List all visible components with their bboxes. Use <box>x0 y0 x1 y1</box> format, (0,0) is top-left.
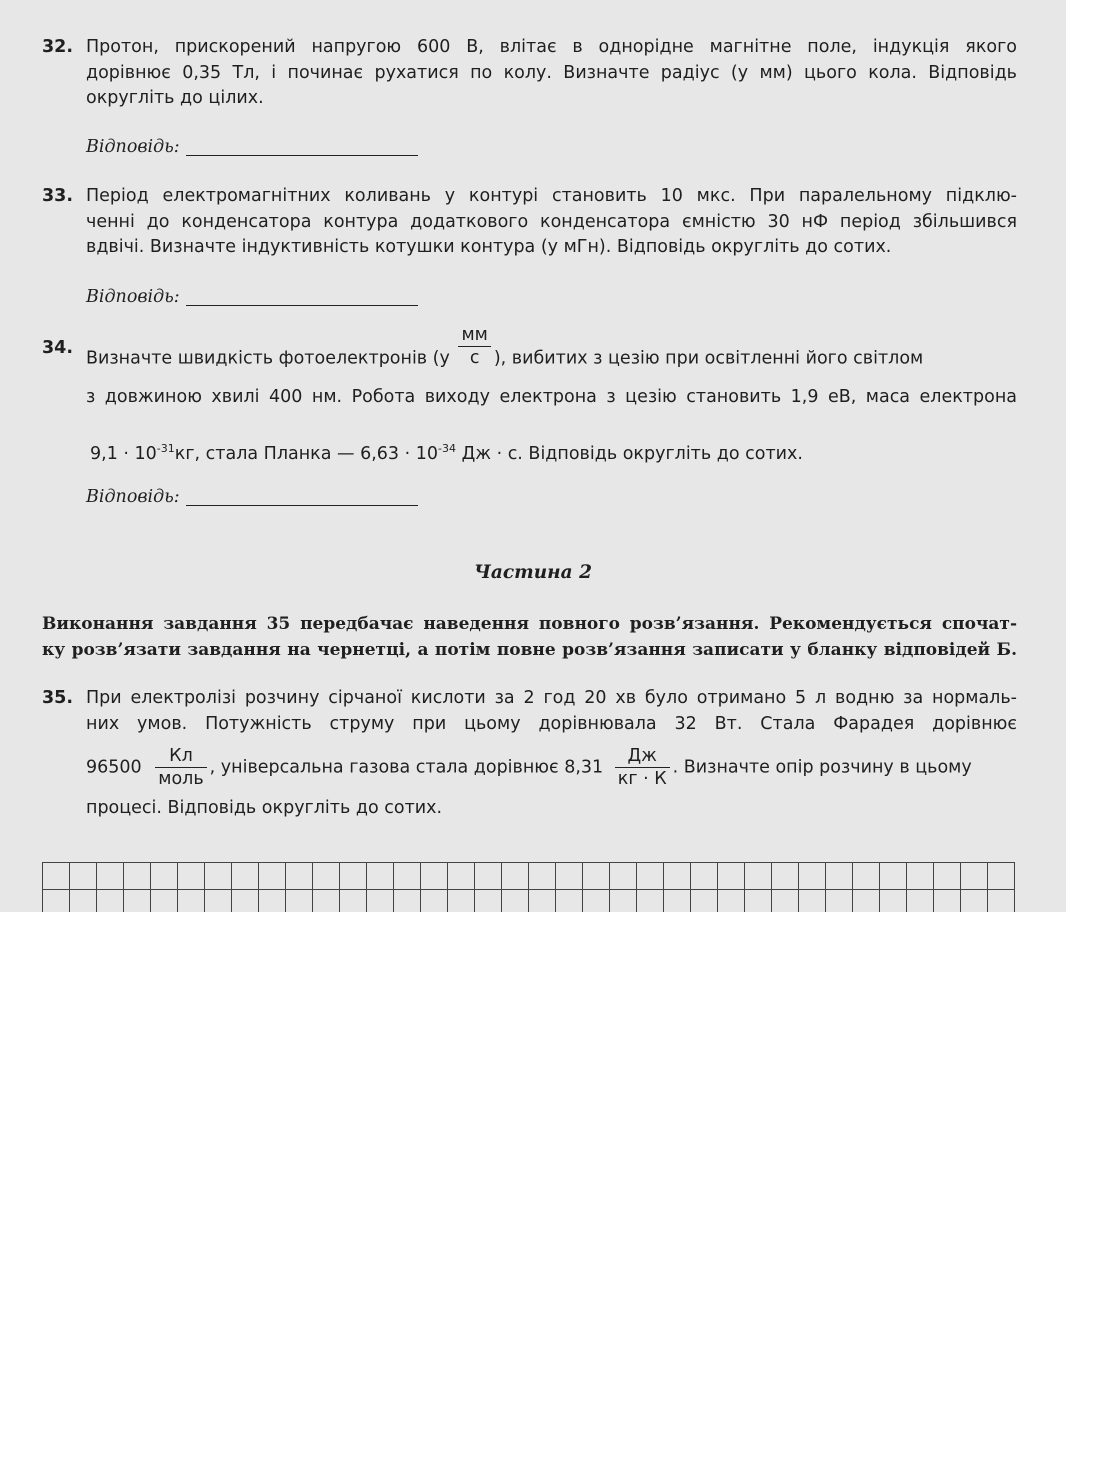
planck-exponent: -34 <box>438 441 456 455</box>
task-line: При електролізі розчину сірчаної кислоти за 2 год 20 хв було отримано 5 л водню за нормаль- <box>86 688 1017 708</box>
answer-field-33[interactable] <box>86 287 418 307</box>
mass-value: 9,1 · 10 <box>90 443 157 464</box>
fraction-denominator: с <box>469 348 480 368</box>
part-instruction <box>42 612 1017 663</box>
task-34 <box>42 325 1017 467</box>
task-text-segment: Визначте швидкість фотоелектронів (у <box>86 348 450 369</box>
task-35 <box>42 686 1017 822</box>
fraction-numerator: мм <box>458 324 490 347</box>
task-number: 32. <box>42 37 74 57</box>
mass-exponent: -31 <box>156 441 175 455</box>
task-number: 33. <box>42 186 74 206</box>
fraction-denominator: кг · К <box>617 769 667 789</box>
task-line <box>90 436 1017 467</box>
task-line: вдвічі. Визначте індуктивність котушки контура (у мГн). Відповідь округліть до сотих. <box>86 237 892 257</box>
task-text-segment: кг, стала Планка — 6,63 · 10 <box>174 443 439 464</box>
answer-line[interactable] <box>186 305 418 306</box>
faraday-unit-fraction <box>155 745 206 790</box>
answer-field-34[interactable] <box>86 487 418 507</box>
task-line: з довжиною хвилі 400 нм. Робота виходу електрона з цезію становить 1,9 еВ, маса електрона <box>86 387 1017 407</box>
task-text-segment: . Визначте опір розчину в цьому <box>672 757 972 778</box>
faraday-value: 96500 <box>86 757 142 778</box>
task-text-segment: ), вибитих з цезію при освітленні його світлом <box>493 348 924 369</box>
task-32 <box>42 35 1017 112</box>
answer-grid[interactable] <box>42 862 1015 912</box>
task-line: дорівнює 0,35 Тл, і починає рухатися по колу. Визначте радіус (у мм) цього кола. Відповідь <box>86 62 1017 83</box>
task-number: 34. <box>42 338 74 358</box>
part-title: Частина 2 <box>474 562 592 583</box>
task-line: округліть до цілих. <box>86 88 264 108</box>
task-text <box>86 686 1017 822</box>
fraction-numerator: Кл <box>155 745 206 768</box>
task-text <box>86 35 1017 112</box>
answer-label: Відповідь: <box>86 137 180 157</box>
task-line: Період електромагнітних коливань у контурі становить 10 мкс. При паралельному підклю- <box>86 186 1017 206</box>
answer-label: Відповідь: <box>86 287 180 307</box>
task-line: ченні до конденсатора контура додаткового конденсатора ємністю 30 нФ період збільшився <box>86 211 1017 232</box>
answer-line[interactable] <box>186 505 418 506</box>
answer-field-32[interactable] <box>86 137 418 157</box>
unit-fraction <box>458 324 490 369</box>
task-text <box>86 325 1017 467</box>
instruction-line: Виконання завдання 35 передбачає наведення повного розв’язання. Рекомендується спочат- <box>42 614 1017 634</box>
task-line: них умов. Потужність струму при цьому дорівнювала 32 Вт. Стала Фарадея дорівнює <box>86 713 1017 734</box>
answer-label: Відповідь: <box>86 487 180 507</box>
task-line <box>86 745 1017 789</box>
task-text-segment: , універсальна газова стала дорівнює 8,31 <box>209 757 604 778</box>
task-text <box>86 184 1017 261</box>
answer-line[interactable] <box>186 155 418 156</box>
fraction-denominator: моль <box>158 769 204 789</box>
gas-constant-unit-fraction <box>615 745 670 790</box>
task-line: Протон, прискорений напругою 600 В, влітає в однорідне магнітне поле, індукція якого <box>86 37 1017 57</box>
task-text-segment: Дж · с. Відповідь округліть до сотих. <box>456 443 803 464</box>
task-number: 35. <box>42 688 74 708</box>
fraction-numerator: Дж <box>615 745 670 768</box>
task-line: процесі. Відповідь округліть до сотих. <box>86 798 443 818</box>
instruction-line: ку розв’язати завдання на чернетці, а потім повне розв’язання записати у бланку відповідей Б. <box>42 639 1017 660</box>
task-33 <box>42 184 1017 261</box>
